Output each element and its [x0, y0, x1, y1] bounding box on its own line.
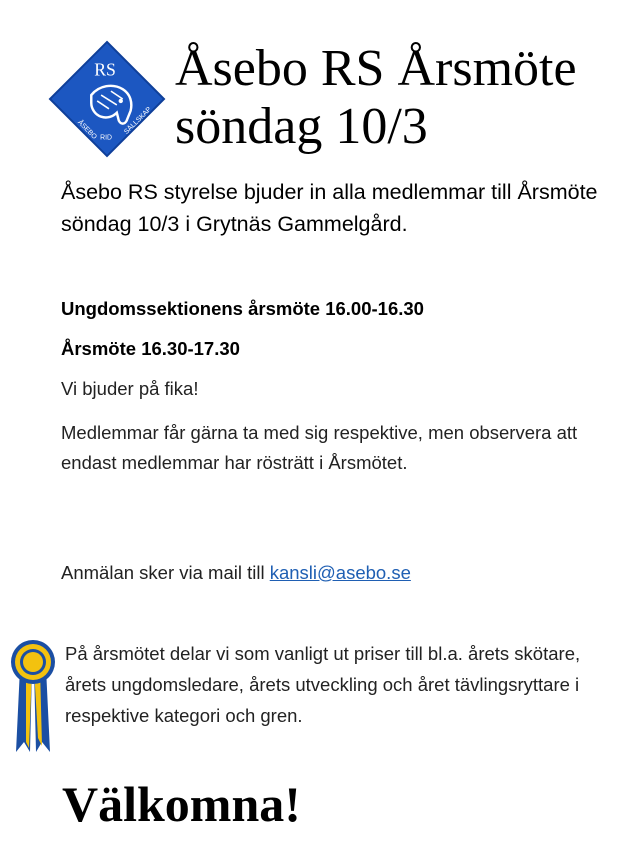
schedule-item-youth: Ungdomssektionens årsmöte 16.00-16.30	[61, 298, 424, 319]
title-line-1: Åsebo RS Årsmöte	[175, 40, 577, 97]
title-line-2: söndag 10/3	[175, 98, 428, 155]
schedule	[61, 296, 424, 362]
schedule-item-annual: Årsmöte 16.30-17.30	[61, 338, 240, 359]
signup-label: Anmälan sker via mail till	[61, 562, 270, 583]
welcome-heading: Välkomna!	[62, 776, 301, 832]
email-link[interactable]: kansli@asebo.se	[269, 562, 411, 583]
rosette-icon	[10, 638, 56, 754]
prizes-text: På årsmötet delar vi som vanligt ut priser till bl.a. årets skötare, årets ungdomsledare, årets utveckling och året tävlingsryttare i respektive kategori och gren.	[65, 643, 581, 726]
members-note: Medlemmar får gärna ta med sig respektive, men observera att endast medlemmar har rösträtt i Årsmötet.	[61, 422, 578, 473]
fika-text: Vi bjuder på fika!	[61, 378, 199, 399]
svg-text:RS: RS	[94, 59, 116, 80]
club-logo-icon	[48, 40, 166, 158]
invitation-text: Åsebo RS styrelse bjuder in alla medlemmar till Årsmöte söndag 10/3 i Grytnäs Gammelgård.	[61, 180, 598, 236]
svg-text:RID: RID	[100, 134, 112, 142]
svg-text:SÄLLSKAP: SÄLLSKAP	[123, 105, 153, 136]
svg-text:ÅSEBO: ÅSEBO	[76, 119, 98, 141]
page-title	[175, 40, 577, 156]
signup-text	[61, 560, 411, 586]
